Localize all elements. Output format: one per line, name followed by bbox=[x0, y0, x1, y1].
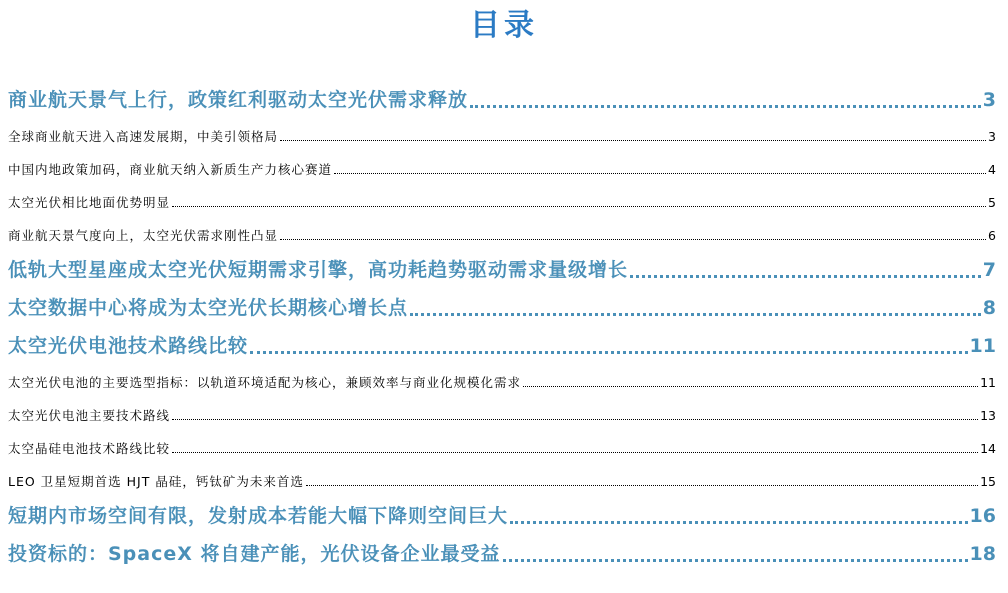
dot-leader bbox=[280, 140, 986, 141]
toc-entry-page: 3 bbox=[982, 89, 996, 111]
toc-entry-level2[interactable] bbox=[8, 358, 996, 391]
toc-entry-label: 太空数据中心将成为太空光伏长期核心增长点 bbox=[8, 297, 409, 319]
dot-leader bbox=[250, 351, 968, 354]
toc-entry-label: 太空光伏电池的主要选型指标：以轨道环境适配为核心，兼顾效率与商业化规模化需求 bbox=[8, 375, 522, 390]
toc-entry-page: 15 bbox=[980, 474, 996, 489]
toc-entry-page: 11 bbox=[969, 335, 996, 357]
dot-leader bbox=[470, 105, 981, 108]
toc-entry-level2[interactable] bbox=[8, 391, 996, 424]
toc-entry-level1[interactable] bbox=[8, 244, 996, 282]
dot-leader bbox=[306, 485, 978, 486]
toc-entry-level1[interactable] bbox=[8, 282, 996, 320]
toc-entry-label: 全球商业航天进入高速发展期，中美引领格局 bbox=[8, 129, 279, 144]
dot-leader bbox=[172, 452, 978, 453]
toc-entry-label: 太空光伏电池技术路线比较 bbox=[8, 335, 249, 357]
toc-entry-label: 商业航天景气度向上，太空光伏需求刚性凸显 bbox=[8, 228, 279, 243]
dot-leader bbox=[630, 275, 981, 278]
toc-entry-level1[interactable] bbox=[8, 74, 996, 112]
toc-entry-label: 商业航天景气上行，政策红利驱动太空光伏需求释放 bbox=[8, 89, 469, 111]
dot-leader bbox=[172, 206, 986, 207]
toc-entry-level1[interactable] bbox=[8, 320, 996, 358]
dot-leader bbox=[503, 559, 968, 562]
toc-entry-level1[interactable] bbox=[8, 490, 996, 528]
toc-entry-label: 中国内地政策加码，商业航天纳入新质生产力核心赛道 bbox=[8, 162, 333, 177]
toc-entry-level2[interactable] bbox=[8, 457, 996, 490]
toc-entry-page: 4 bbox=[988, 162, 996, 177]
toc-entry-label: 太空光伏电池主要技术路线 bbox=[8, 408, 171, 423]
toc-entry-label: LEO 卫星短期首选 HJT 晶硅，钙钛矿为未来首选 bbox=[8, 474, 304, 489]
dot-leader bbox=[410, 313, 981, 316]
toc-entry-page: 5 bbox=[988, 195, 996, 210]
toc-entry-label: 短期内市场空间有限，发射成本若能大幅下降则空间巨大 bbox=[8, 505, 509, 527]
toc-entry-label: 投资标的：SpaceX 将自建产能，光伏设备企业最受益 bbox=[8, 543, 501, 565]
toc-entry-page: 11 bbox=[980, 375, 996, 390]
toc-title: 目录 bbox=[470, 8, 538, 43]
toc-entry-label: 低轨大型星座成太空光伏短期需求引擎，高功耗趋势驱动需求量级增长 bbox=[8, 259, 629, 281]
toc-entry-level2[interactable] bbox=[8, 211, 996, 244]
toc-entry-level2[interactable] bbox=[8, 178, 996, 211]
toc-entry-page: 13 bbox=[980, 408, 996, 423]
toc-entry-page: 18 bbox=[969, 543, 996, 565]
toc-entry-label: 太空晶硅电池技术路线比较 bbox=[8, 441, 171, 456]
dot-leader bbox=[510, 521, 968, 524]
dot-leader bbox=[334, 173, 986, 174]
toc-entry-level1[interactable] bbox=[8, 528, 996, 566]
toc-entry-page: 16 bbox=[969, 505, 996, 527]
dot-leader bbox=[280, 239, 986, 240]
toc-entry-page: 8 bbox=[982, 297, 996, 319]
toc-list bbox=[8, 74, 996, 566]
toc-entry-page: 3 bbox=[988, 129, 996, 144]
dot-leader bbox=[172, 419, 978, 420]
toc-entry-level2[interactable] bbox=[8, 145, 996, 178]
toc-entry-level2[interactable] bbox=[8, 424, 996, 457]
toc-entry-level2[interactable] bbox=[8, 112, 996, 145]
toc-entry-label: 太空光伏相比地面优势明显 bbox=[8, 195, 171, 210]
toc-entry-page: 7 bbox=[982, 259, 996, 281]
toc-entry-page: 6 bbox=[988, 228, 996, 243]
dot-leader bbox=[523, 386, 978, 387]
toc-entry-page: 14 bbox=[980, 441, 996, 456]
